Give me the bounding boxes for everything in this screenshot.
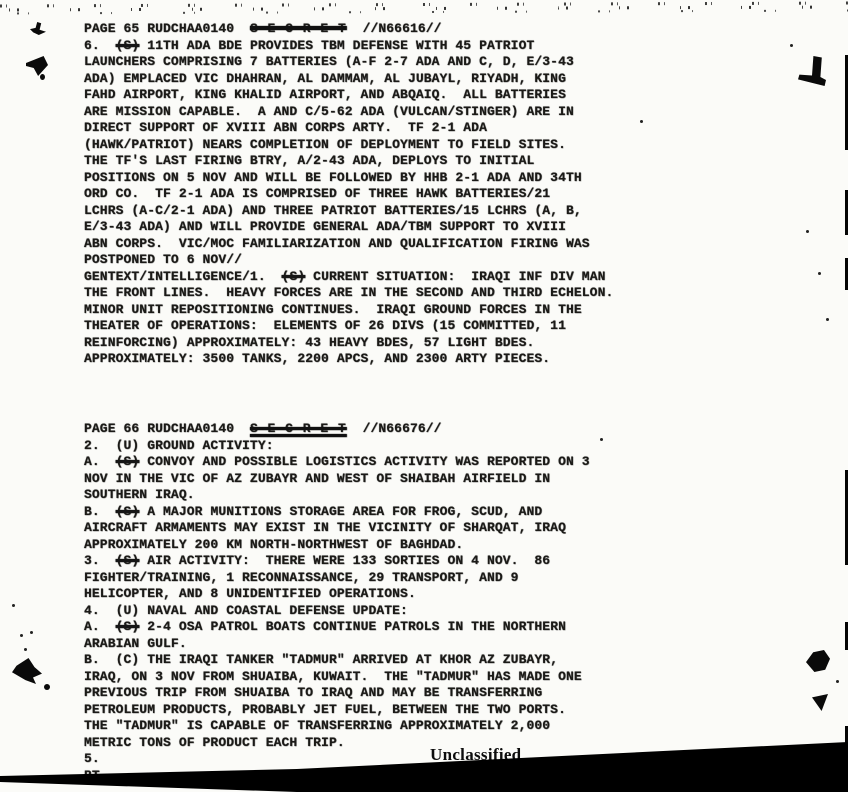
text-segment: NOV IN THE VIC OF AZ ZUBAYR AND WEST OF SHAIBAH AIRFIELD IN [84, 470, 551, 486]
text-segment: B. [84, 503, 116, 519]
text-segment: APPROXIMATELY 200 KM NORTH-NORTHWEST OF BAGHDAD. [84, 536, 464, 552]
text-segment: ARE MISSION CAPABLE. A AND C/5-62 ADA (VULCAN/STINGER) ARE IN [84, 103, 574, 119]
text-line [84, 219, 613, 236]
text-segment: AIR ACTIVITY: THERE WERE 133 SORTIES ON 4 NOV. 86 [139, 553, 551, 568]
text-segment: ADA) EMPLACED VIC DHAHRAN, AL DAMMAM, AL JUBAYL, RIYADH, KING [84, 70, 566, 86]
text-line [84, 335, 613, 352]
text-line [84, 153, 613, 170]
text-segment: GENTEXT/INTELLIGENCE/1. [84, 268, 282, 284]
text-line [84, 718, 590, 735]
text-line [84, 586, 590, 603]
unclassified-stamp: Unclassified [430, 745, 522, 764]
text-segment: 4. (U) NAVAL AND COASTAL DEFENSE UPDATE: [84, 602, 408, 618]
scan-speck [640, 120, 643, 123]
text-line [84, 236, 613, 253]
text-segment: LAUNCHERS COMPRISING 7 BATTERIES (A-F 2-7 ADA AND C, D, E/3-43 [84, 54, 574, 69]
text-segment: 11TH ADA BDE PROVIDES TBM DEFENSE WITH 45 PATRIOT [139, 37, 535, 53]
text-segment: 2. (U) GROUND ACTIVITY: [84, 437, 274, 453]
scan-speck [818, 272, 821, 275]
text-segment: IRAQ, ON 3 NOV FROM SHUAIBA, KUWAIT. THE "TADMUR" HAS MADE ONE [84, 668, 582, 684]
text-line [84, 471, 590, 488]
text-line [84, 570, 590, 587]
ink-blot [26, 56, 48, 76]
text-segment: PETROLEUM PRODUCTS, PROBABLY JET FUEL, BETWEEN THE TWO PORTS. [84, 701, 566, 717]
text-line [84, 269, 613, 286]
text-segment: AIRCRAFT ARMAMENTS MAY EXIST IN THE VICINITY OF SHARQAT, IRAQ [84, 520, 566, 535]
text-line [84, 318, 613, 335]
ink-blot [12, 658, 42, 684]
text-segment: POSITIONS ON 5 NOV AND WILL BE FOLLOWED BY HHB 2-1 ADA AND 34TH [84, 169, 582, 185]
text-segment: //N66616// [346, 21, 442, 36]
page-1-text [84, 21, 613, 368]
text-segment: APPROXIMATELY: 3500 TANKS, 2200 APCS, AND 2300 ARTY PIECES. [84, 351, 551, 366]
text-line [84, 603, 590, 620]
text-line [84, 71, 613, 88]
struck-secret-banner: S E C R E T [249, 421, 347, 436]
ink-blot [44, 684, 50, 690]
text-segment: HELICOPTER, AND 8 UNIDENTIFIED OPERATIONS. [84, 586, 416, 601]
text-segment: 6. [84, 37, 116, 53]
scan-speck [790, 44, 793, 47]
scan-speck [600, 438, 603, 441]
text-segment: A. [84, 454, 116, 469]
text-line [84, 553, 590, 570]
text-segment: 2-4 OSA PATROL BOATS CONTINUE PATROLS IN THE NORTHERN [139, 619, 566, 634]
ink-blot [806, 650, 830, 672]
text-line [84, 537, 590, 554]
text-line [84, 636, 590, 653]
text-line [84, 702, 590, 719]
text-line [84, 652, 590, 669]
ink-blot [812, 694, 828, 711]
text-segment: ARABIAN GULF. [84, 635, 187, 651]
text-segment: REINFORCING) APPROXIMATELY: 43 HEAVY BDES, 57 LIGHT BDES. [84, 334, 535, 350]
text-line [84, 421, 590, 438]
text-line [84, 104, 613, 121]
scan-speck [20, 634, 23, 637]
text-segment: A. [84, 619, 116, 634]
text-segment: LCHRS (A-C/2-1 ADA) AND THREE PATRIOT BATTERIES/15 LCHRS (A, B, [84, 202, 582, 218]
text-segment: SOUTHERN IRAQ. [84, 487, 195, 502]
text-line [84, 120, 613, 137]
text-segment: CURRENT SITUATION: IRAQI INF DIV MAN [305, 268, 606, 284]
text-line [84, 21, 613, 38]
scan-speck [836, 680, 839, 683]
text-segment: FIGHTER/TRAINING, 1 RECONNAISSANCE, 29 TRANSPORT, AND 9 [84, 569, 519, 585]
struck-classification-marking: (S) [115, 553, 140, 568]
struck-classification-marking: (S) [115, 37, 140, 53]
text-segment: METRIC TONS OF PRODUCT EACH TRIP. [84, 734, 345, 750]
text-segment: FAHD AIRPORT, KING KHALID AIRPORT, AND ABQAIQ. ALL BATTERIES [84, 87, 566, 102]
text-segment: PAGE 66 RUDCHAA0140 [84, 421, 250, 436]
text-line [84, 302, 613, 319]
scan-speck [12, 604, 15, 607]
text-segment: POSTPONED TO 6 NOV// [84, 252, 243, 267]
struck-secret-banner: S E C R E T [249, 21, 347, 36]
text-line [84, 170, 613, 187]
struck-classification-marking: (S) [115, 619, 140, 634]
text-segment: MINOR UNIT REPOSITIONING CONTINUES. IRAQI GROUND FORCES IN THE [84, 301, 582, 317]
text-line [84, 619, 590, 636]
text-segment: //N66676// [346, 421, 442, 436]
text-segment: DIRECT SUPPORT OF XVIII ABN CORPS ARTY. TF 2-1 ADA [84, 120, 487, 135]
text-segment: ORD CO. TF 2-1 ADA IS COMPRISED OF THREE HAWK BATTERIES/21 [84, 186, 551, 201]
text-segment: THE "TADMUR" IS CAPABLE OF TRANSFERRING APPROXIMATELY 2,000 [84, 718, 551, 733]
text-segment: 5. [84, 751, 100, 766]
struck-classification-marking: (S) [281, 268, 306, 284]
text-line [84, 454, 590, 471]
ink-blot [40, 74, 45, 80]
text-segment: E/3-43 ADA) AND WILL PROVIDE GENERAL ADA/TBM SUPPORT TO XVIII [84, 219, 566, 234]
text-line [84, 186, 613, 203]
scan-speck [806, 230, 809, 233]
text-line [84, 203, 613, 220]
struck-classification-marking: (S) [115, 454, 140, 469]
text-line [84, 137, 613, 154]
text-line [84, 87, 613, 104]
scan-speck [24, 648, 27, 651]
ink-blot [30, 22, 46, 35]
text-segment: PAGE 65 RUDCHAA0140 [84, 21, 250, 36]
text-segment: THE FRONT LINES. HEAVY FORCES ARE IN THE SECOND AND THIRD ECHELON. [84, 285, 614, 300]
text-line [84, 38, 613, 55]
text-segment: PREVIOUS TRIP FROM SHUAIBA TO IRAQ AND MAY BE TRANSFERRING [84, 685, 543, 700]
text-segment: CONVOY AND POSSIBLE LOGISTICS ACTIVITY WAS REPORTED ON 3 [139, 454, 590, 469]
text-line [84, 285, 613, 302]
text-line [84, 685, 590, 702]
text-line [84, 54, 613, 71]
text-segment: ABN CORPS. VIC/MOC FAMILIARIZATION AND QUALIFICATION FIRING WAS [84, 235, 590, 251]
text-segment: THE TF'S LAST FIRING BTRY, A/2-43 ADA, DEPLOYS TO INITIAL [84, 153, 535, 168]
text-line [84, 504, 590, 521]
ink-blot [798, 56, 826, 86]
text-line [84, 487, 590, 504]
text-segment: (HAWK/PATRIOT) NEARS COMPLETION OF DEPLOYMENT TO FIELD SITES. [84, 136, 566, 152]
page-2-text [84, 421, 590, 784]
text-segment: 3. [84, 553, 116, 568]
text-segment: THEATER OF OPERATIONS: ELEMENTS OF 26 DIVS (15 COMMITTED, 11 [84, 318, 566, 333]
text-line [84, 669, 590, 686]
scan-speck [826, 318, 829, 321]
text-line [84, 351, 613, 368]
text-line [84, 252, 613, 269]
struck-classification-marking: (S) [115, 503, 140, 519]
scan-noise-band [0, 0, 848, 15]
scan-speck [30, 631, 33, 634]
text-segment: A MAJOR MUNITIONS STORAGE AREA FOR FROG, SCUD, AND [139, 503, 543, 519]
text-line [84, 520, 590, 537]
text-line [84, 438, 590, 455]
text-segment: B. (C) THE IRAQI TANKER "TADMUR" ARRIVED AT KHOR AZ ZUBAYR, [84, 652, 559, 667]
